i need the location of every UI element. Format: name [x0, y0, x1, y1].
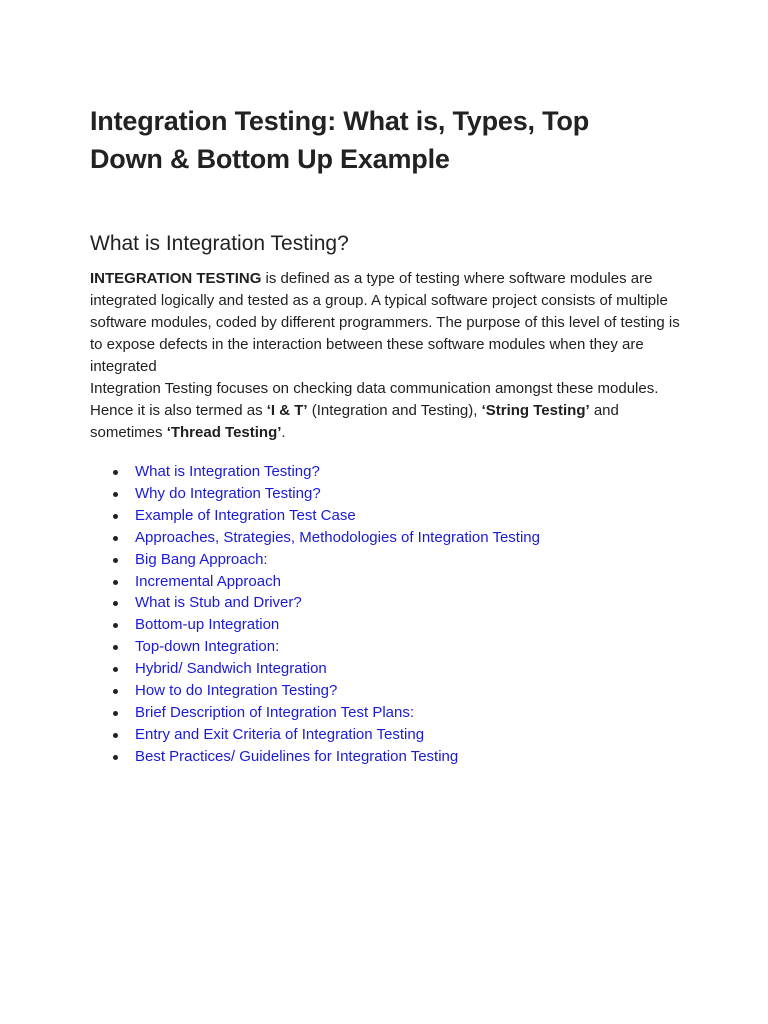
- toc-link[interactable]: What is Stub and Driver?: [135, 594, 302, 612]
- bullet-icon: [113, 470, 118, 475]
- table-of-contents: [90, 461, 690, 768]
- toc-item: [90, 505, 690, 527]
- toc-link[interactable]: Big Bang Approach:: [135, 550, 268, 568]
- article: [90, 102, 690, 768]
- toc-item: [90, 680, 690, 702]
- focus-paragraph: [90, 378, 680, 444]
- bullet-icon: [113, 733, 118, 738]
- toc-item: [90, 702, 690, 724]
- toc-link[interactable]: Why do Integration Testing?: [135, 484, 321, 502]
- toc-link[interactable]: Bottom-up Integration: [135, 616, 280, 634]
- toc-link[interactable]: Incremental Approach: [135, 572, 281, 590]
- focus-text-3: and sometimes: [90, 402, 619, 441]
- toc-link[interactable]: Hybrid/ Sandwich Integration: [135, 660, 327, 678]
- toc-item: [90, 636, 690, 658]
- toc-item: [90, 571, 690, 593]
- toc-link[interactable]: Brief Description of Integration Test Plans:: [135, 703, 415, 721]
- toc-item: [90, 658, 690, 680]
- bullet-icon: [113, 689, 118, 694]
- bullet-icon: [113, 645, 118, 650]
- toc-item: [90, 746, 690, 768]
- toc-link[interactable]: Best Practices/ Guidelines for Integration Testing: [135, 747, 459, 765]
- toc-link[interactable]: Top-down Integration:: [135, 638, 280, 656]
- toc-item: [90, 592, 690, 614]
- section-heading: What is Integration Testing?: [90, 232, 349, 255]
- bullet-icon: [113, 558, 118, 563]
- page-title: [90, 102, 690, 178]
- intro-term: INTEGRATION TESTING: [90, 270, 262, 287]
- intro-definition: is defined as a type of testing where software modules are integrated logically and tested as a group. A typical software project consists of multiple software modules, coded by different programmers. The purpose of this level of testing is to expose defects in the interaction between these software modules when they are integrated: [90, 270, 680, 375]
- bullet-icon: [113, 755, 118, 760]
- bullet-icon: [113, 711, 118, 716]
- bullet-icon: [113, 514, 118, 519]
- focus-term-2: ‘String Testing’: [481, 402, 590, 419]
- focus-text-1: Integration Testing focuses on checking data communication amongst these modules. Hence it is also termed as: [90, 380, 659, 419]
- focus-text-4: .: [281, 424, 286, 441]
- bullet-icon: [113, 536, 118, 541]
- focus-term-1: ‘I & T’: [266, 402, 308, 419]
- toc-item: [90, 483, 690, 505]
- toc-link[interactable]: Entry and Exit Criteria of Integration Testing: [135, 725, 425, 743]
- toc-item: [90, 614, 690, 636]
- intro-paragraph: [90, 268, 680, 444]
- bullet-icon: [113, 623, 118, 628]
- toc-item: [90, 724, 690, 746]
- bullet-icon: [113, 601, 118, 606]
- toc-item: [90, 461, 690, 483]
- focus-term-3: ‘Thread Testing’: [166, 424, 282, 441]
- toc-item: [90, 549, 690, 571]
- bullet-icon: [113, 492, 118, 497]
- toc-link[interactable]: Example of Integration Test Case: [135, 506, 356, 524]
- toc-link[interactable]: Approaches, Strategies, Methodologies of Integration Testing: [135, 528, 540, 546]
- toc-link[interactable]: What is Integration Testing?: [135, 463, 320, 480]
- title-line-1: Integration Testing: What is, Types, Top: [90, 106, 590, 136]
- toc-link[interactable]: How to do Integration Testing?: [135, 682, 338, 700]
- bullet-icon: [113, 667, 118, 672]
- focus-text-2: (Integration and Testing),: [307, 402, 482, 419]
- toc-item: [90, 527, 690, 549]
- bullet-icon: [113, 580, 118, 585]
- title-line-2: Down & Bottom Up Example: [90, 144, 450, 174]
